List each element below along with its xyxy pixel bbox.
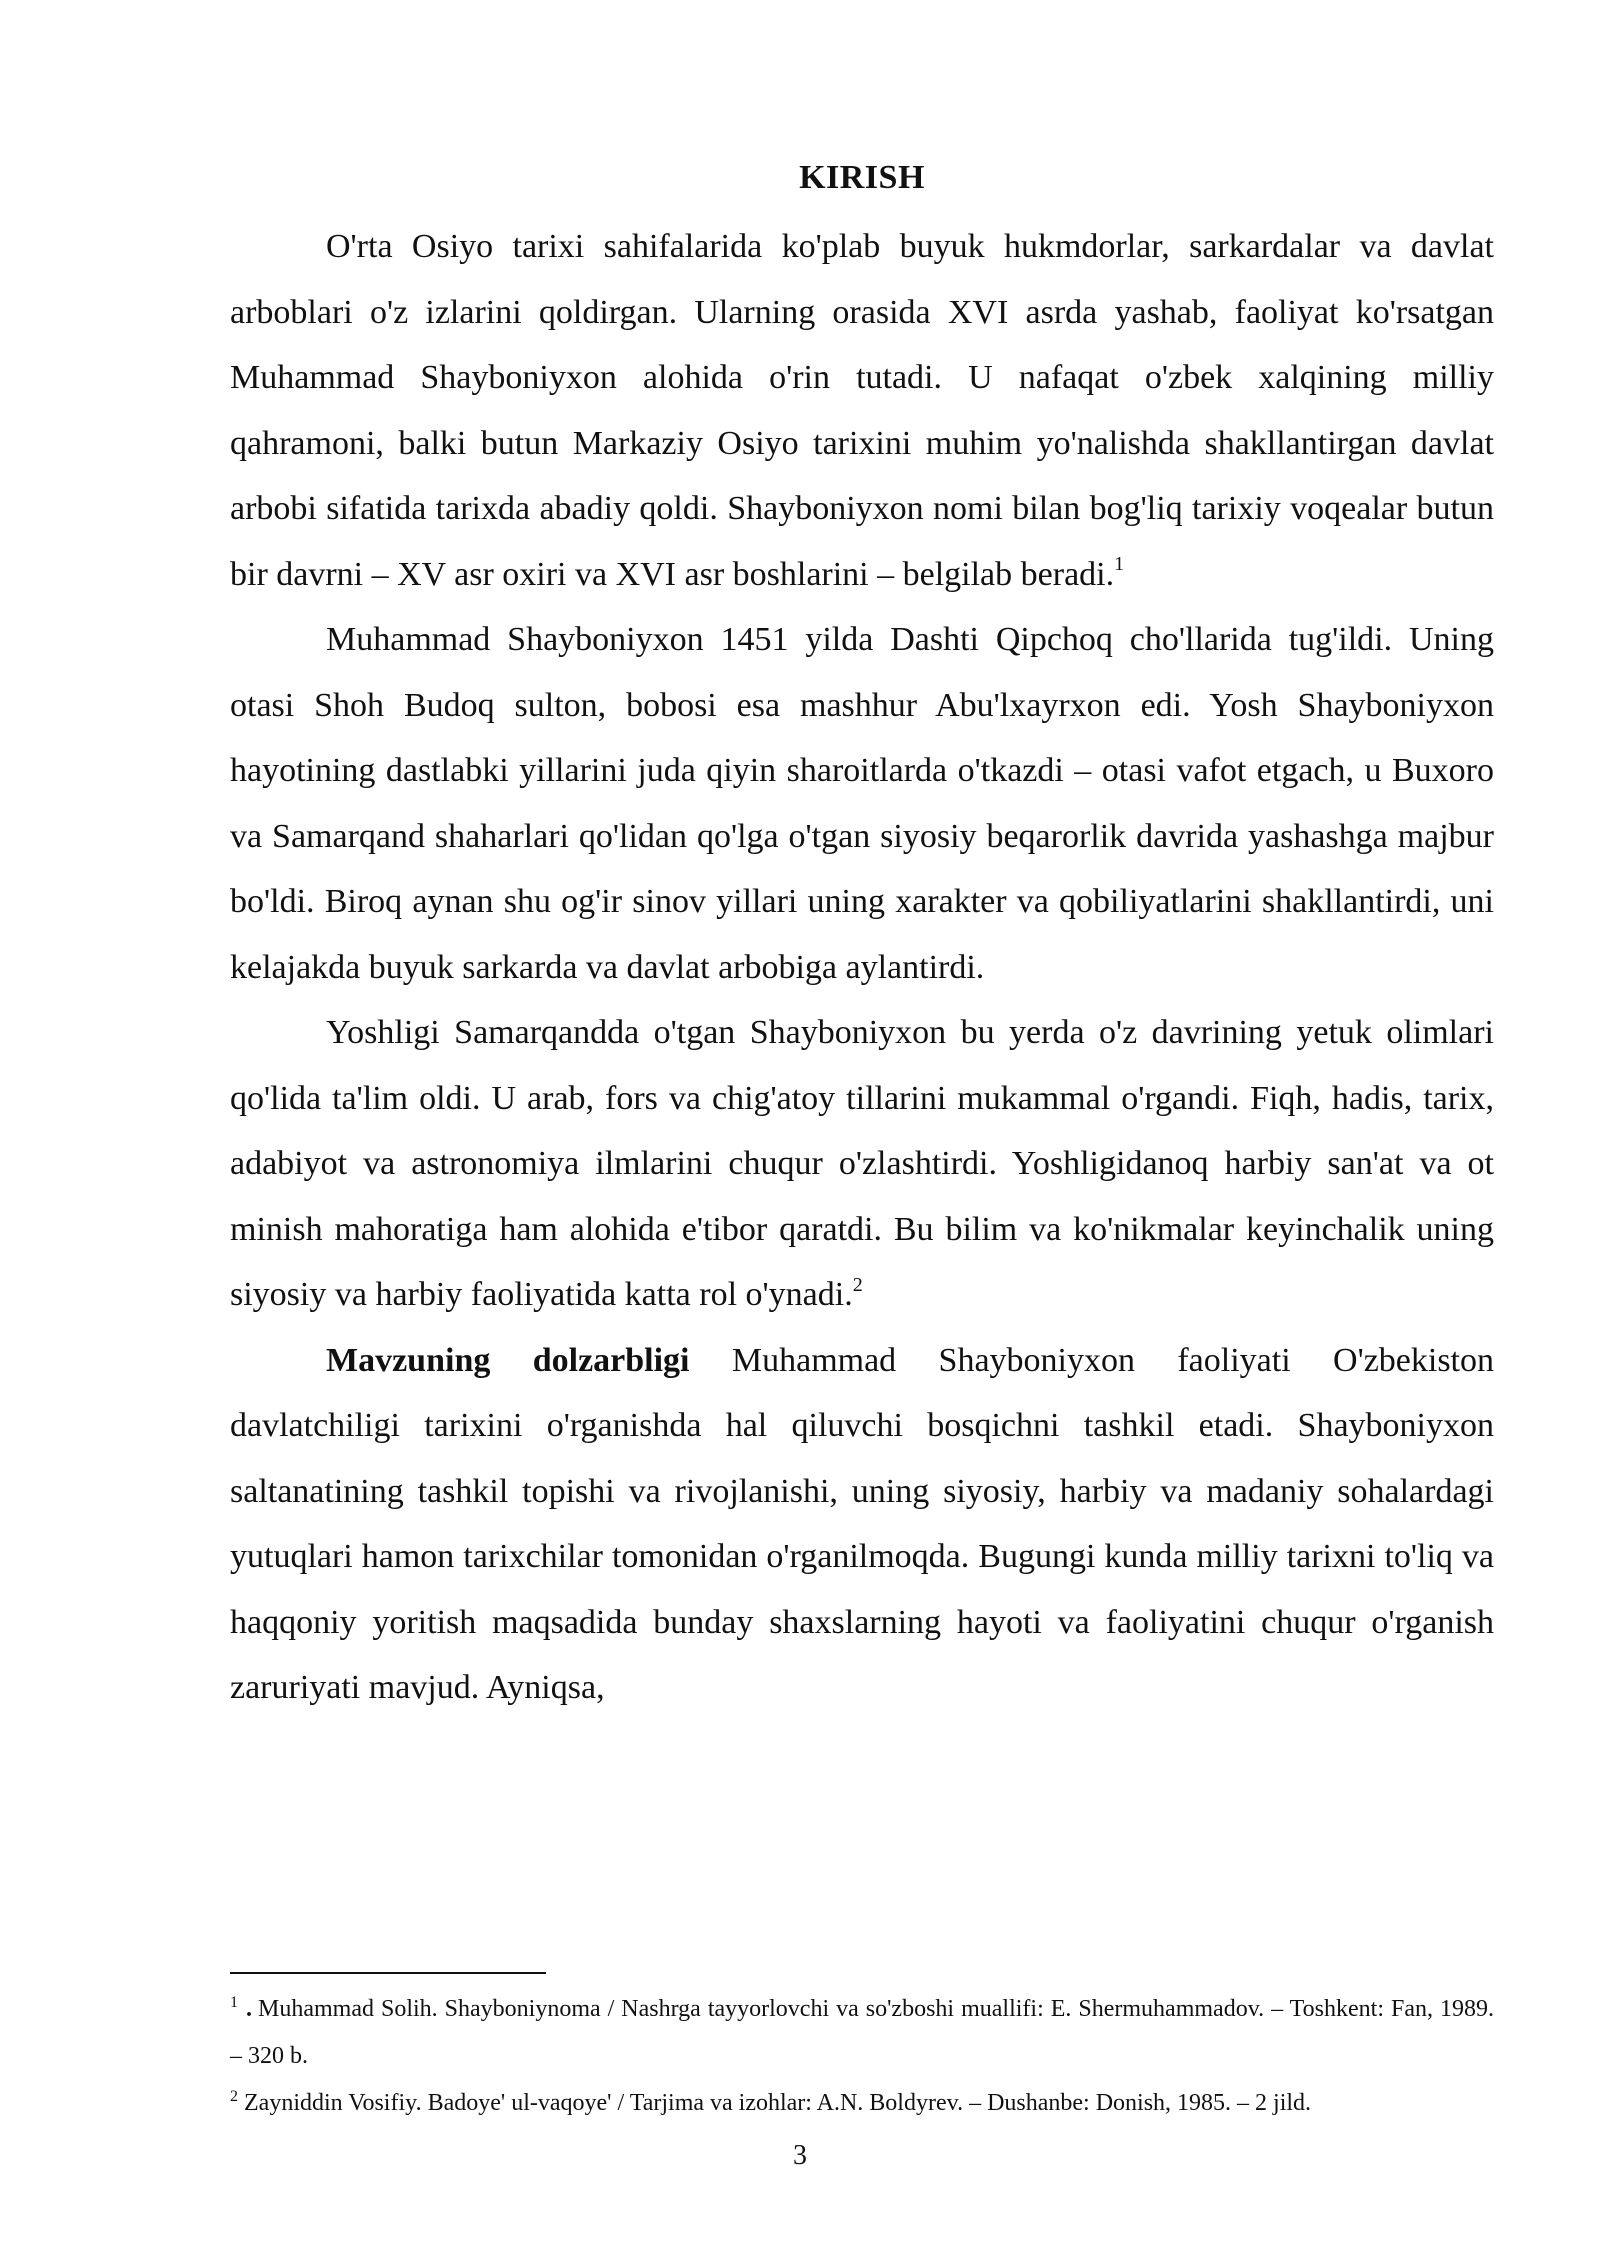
footnote-reference-1[interactable]: 1	[1114, 553, 1125, 576]
page-number: 3	[793, 2140, 807, 2171]
footnote-separator	[230, 1972, 546, 1974]
footnote-1-number: 1	[230, 1994, 238, 2011]
paragraph-education	[230, 1000, 1494, 1328]
footnote-1-marker: .	[246, 1996, 252, 2022]
footnote-2-number: 2	[230, 2088, 238, 2105]
footnote-1-text: Muhammad Solih. Shayboniynoma / Nashrga tayyorlovchi va so'zboshi muallifi: E. Shermuhammadov. – Toshkent: Fan, 1989. – 320 b.	[230, 1996, 1494, 2069]
paragraph-intro-text: O'rta Osiyo tarixi sahifalarida ko'plab buyuk hukmdorlar, sarkardalar va davlat arboblari o'z izlarini qoldirgan. Ularning orasida XVI asrda yashab, faoliyat ko'rsatgan Muhammad Shayboniyxon alohida o'rin tutadi. U nafaqat o'zbek xalqining milliy qahramoni, balki butun Markaziy Osiyo tarixini muhim yo'nalishda shakllantirgan davlat arbobi sifatida tarixda abadiy qoldi. Shayboniyxon nomi bilan bog'liq tarixiy voqealar butun bir davrni – XV asr oxiri va XVI asr boshlarini – belgilab beradi.	[230, 228, 1494, 593]
page-title: KIRISH	[799, 159, 925, 196]
paragraph-intro	[230, 214, 1494, 607]
footnotes	[230, 1972, 1494, 2127]
footnote-reference-2[interactable]: 2	[852, 1273, 863, 1296]
footnote-1	[230, 1986, 1494, 2080]
paragraph-relevance	[230, 1328, 1494, 1721]
paragraph-biography-text: Muhammad Shayboniyxon 1451 yilda Dashti Qipchoq cho'llarida tug'ildi. Uning otasi Shoh Budoq sulton, bobosi esa mashhur Abu'lxayrxon edi. Yosh Shayboniyxon hayotining dastlabki yillarini juda qiyin sharoitlarda o'tkazdi – otasi vafot etgach, u Buxoro va Samarqand shaharlari qo'lidan qo'lga o'tgan siyosiy beqarorlik davrida yashashga majbur bo'ldi. Biroq aynan shu og'ir sinov yillari uning xarakter va qobiliyatlarini shakllantirdi, uni kelajakda buyuk sarkarda va davlat arbobiga aylantirdi.	[230, 621, 1494, 986]
main-content	[230, 148, 1494, 1721]
relevance-lead: Mavzuning dolzarbligi	[326, 1341, 690, 1379]
footnote-2	[230, 2080, 1494, 2127]
footnote-2-text: Zayniddin Vosifiy. Badoye' ul-vaqoye' / Tarjima va izohlar: A.N. Boldyrev. – Dushanbe: Donish, 1985. – 2 jild.	[244, 2090, 1312, 2116]
paragraph-biography	[230, 607, 1494, 1000]
paragraph-education-text: Yoshligi Samarqandda o'tgan Shayboniyxon bu yerda o'z davrining yetuk olimlari qo'lida ta'lim oldi. U arab, fors va chig'atoy tillarini mukammal o'rgandi. Fiqh, hadis, tarix, adabiyot va astronomiya ilmlarini chuqur o'zlashtirdi. Yoshligidanoq harbiy san'at va ot minish mahoratiga ham alohida e'tibor qaratdi. Bu bilim va ko'nikmalar keyinchalik uning siyosiy va harbiy faoliyatida katta rol o'ynadi.	[230, 1014, 1494, 1313]
paragraph-relevance-text: Muhammad Shayboniyxon faoliyati O'zbekiston davlatchiligi tarixini o'rganishda hal qiluvchi bosqichni tashkil etadi. Shayboniyxon saltanatining tashkil topishi va rivojlanishi, uning siyosiy, harbiy va madaniy sohalardagi yutuqlari hamon tarixchilar tomonidan o'rganilmoqda. Bugungi kunda milliy tarixni to'liq va haqqoniy yoritish maqsadida bunday shaxslarning hayoti va faoliyatini chuqur o'rganish zaruriyati mavjud. Ayniqsa,	[230, 1341, 1495, 1706]
